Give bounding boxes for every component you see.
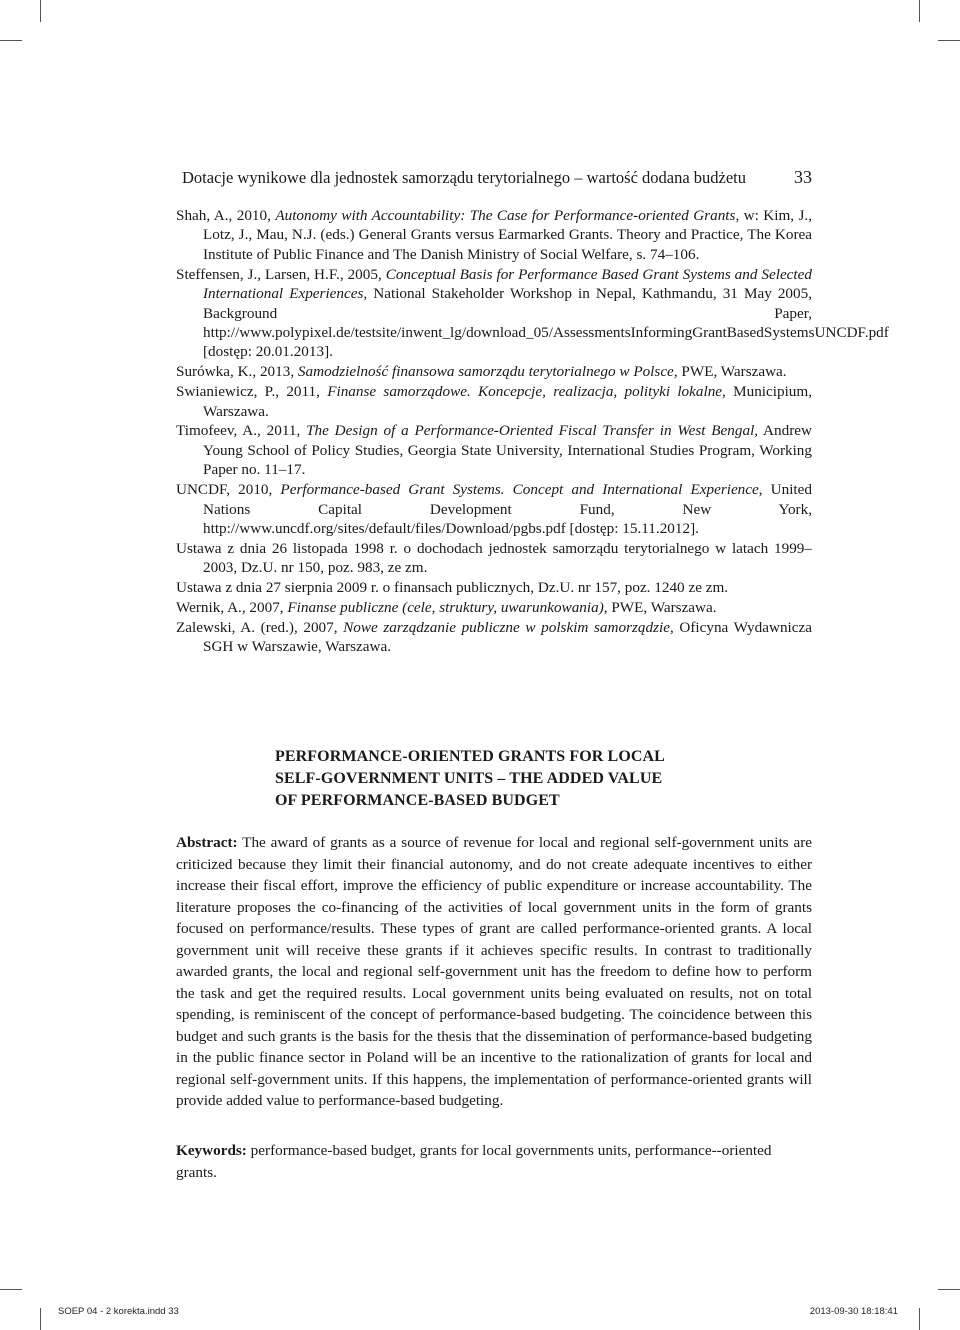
reference-title: Finanse samorządowe. Koncepcje, realizacja, polityki lokalne (327, 383, 723, 401)
crop-mark (0, 1289, 22, 1290)
reference-title: Samodzielność finansowa samorządu terytorialnego w Polsce (297, 363, 674, 381)
reference-text: , Andrew Young School of Policy Studies, Georgia State University, International Studies Program, Working Paper no. 11–17. (203, 422, 812, 479)
reference-entry (176, 480, 812, 538)
abstract-label: Abstract: (176, 834, 238, 851)
crop-mark (938, 1289, 960, 1290)
reference-entry (176, 598, 812, 617)
english-title-line: OF PERFORMANCE-BASED BUDGET (275, 792, 560, 809)
running-header (182, 166, 812, 189)
running-header-title: Dotacje wynikowe dla jednostek samorządu terytorialnego – wartość dodana budżetu (182, 168, 747, 187)
english-title-line: PERFORMANCE-ORIENTED GRANTS FOR LOCAL (275, 748, 665, 765)
reference-entry (176, 421, 812, 479)
crop-mark (919, 1308, 920, 1330)
english-title-line: SELF-GOVERNMENT UNITS – THE ADDED VALUE (275, 770, 663, 787)
reference-title: Nowe zarządzanie publiczne w polskim samorządzie (343, 619, 670, 637)
crop-mark (919, 0, 920, 22)
abstract (176, 832, 812, 1112)
footer-file: SOEP 04 - 2 korekta.indd 33 (58, 1306, 179, 1317)
english-title (275, 746, 735, 812)
reference-text: Wernik, A., 2007, (176, 599, 288, 617)
reference-entry (176, 539, 812, 578)
reference-text: UNCDF, 2010, (176, 481, 281, 499)
reference-text: , National Stakeholder Workshop in Nepal, Kathmandu, 31 May 2005, Background Paper, http://www.polypixel.de/testsite/inwent_lg/download_05/AssessmentsInformingGrantBasedSystemsUNCDF.pdf [dostęp: 20.01.2013]. (203, 285, 889, 361)
reference-text: , United Nations Capital Development Fund, New York, http://www.uncdf.org/sites/default/files/Download/pgbs.pdf [dostęp: 15.11.2012]. (203, 481, 812, 537)
reference-text: Zalewski, A. (red.), 2007, (176, 619, 344, 637)
reference-list (176, 206, 889, 657)
reference-text: Ustawa z dnia 27 sierpnia 2009 r. o finansach publicznych, Dz.U. nr 157, poz. 1240 ze zm. (176, 579, 729, 597)
crop-mark (40, 0, 41, 22)
reference-entry (176, 362, 812, 381)
reference-text: , w: Kim, J., Lotz, J., Mau, N.J. (eds.) General Grants versus Earmarked Grants. Theory and Practice, The Korea Institute of Public Finance and The Danish Ministry of Social Welfare, s. 74–106. (203, 207, 812, 263)
reference-text: Ustawa z dnia 26 listopada 1998 r. o dochodach jednostek samorządu terytorialnego w latach 1999–2003, Dz.U. nr 150, poz. 983, ze zm. (176, 539, 812, 577)
keywords-label: Keywords: (176, 1142, 247, 1159)
reference-text: Surówka, K., 2013, (176, 363, 298, 381)
reference-text: Swianiewicz, P., 2011, (176, 383, 328, 401)
reference-entry (176, 206, 812, 264)
reference-entry (176, 265, 889, 362)
reference-text: , PWE, Warszawa. (603, 599, 717, 617)
page-number: 33 (794, 167, 812, 187)
reference-entry (176, 382, 812, 421)
reference-text: Steffensen, J., Larsen, H.F., 2005, (176, 265, 386, 283)
reference-text: , Municipium, Warszawa. (203, 383, 813, 420)
reference-entry (176, 618, 812, 657)
abstract-text: The award of grants as a source of revenue for local and regional self-government units are criticized because they limit their financial autonomy, and do not create adequate incentives to either increase their fiscal effort, improve the efficiency of public expenditure or increase accountability. The literature proposes the co-financing of the activities of local government units in the form of grants focused on performance/results. These types of grant are called performance-oriented grants. A local government unit will receive these grants if it achieves specific results. In contrast to traditionally awarded grants, the local and regional self-government unit has the freedom to define how to perform the task and get the required results. Local government units being evaluated on results, not on total spending, is reminiscent of the concept of performance-based budgeting. The coincidence between this budget and such grants is the basis for the thesis that the dissemination of performance-based budgeting in the public finance sector in Poland will be an incentive to the rationalization of grants for local and regional self-government units. If this happens, the implementation of performance-oriented grants will provide added value to performance-based budgeting. (176, 834, 812, 1109)
keywords-text: performance-based budget, grants for local governments units, performance--oriented grants. (176, 1142, 772, 1181)
reference-title: Finanse publiczne (cele, struktury, uwarunkowania) (287, 599, 604, 617)
reference-text: Shah, A., 2010, (176, 207, 276, 224)
keywords (176, 1140, 812, 1183)
reference-entry (176, 578, 812, 597)
reference-title: Performance-based Grant Systems. Concept and International Experience (280, 481, 759, 499)
reference-text: Timofeev, A., 2011, (176, 422, 307, 440)
crop-mark (0, 40, 22, 41)
reference-title: Conceptual Basis for Performance Based Grant Systems and Selected International Experiences (203, 265, 812, 303)
reference-title: Autonomy with Accountability: The Case for Performance-oriented Grants (275, 207, 736, 224)
crop-mark (40, 1308, 41, 1330)
crop-mark (938, 40, 960, 41)
reference-title: The Design of a Performance-Oriented Fiscal Transfer in West Bengal (306, 422, 755, 440)
reference-text: , PWE, Warszawa. (673, 363, 787, 381)
reference-text: , Oficyna Wydawnicza SGH w Warszawie, Warszawa. (203, 619, 812, 656)
footer-timestamp: 2013-09-30 18:18:41 (809, 1306, 898, 1317)
